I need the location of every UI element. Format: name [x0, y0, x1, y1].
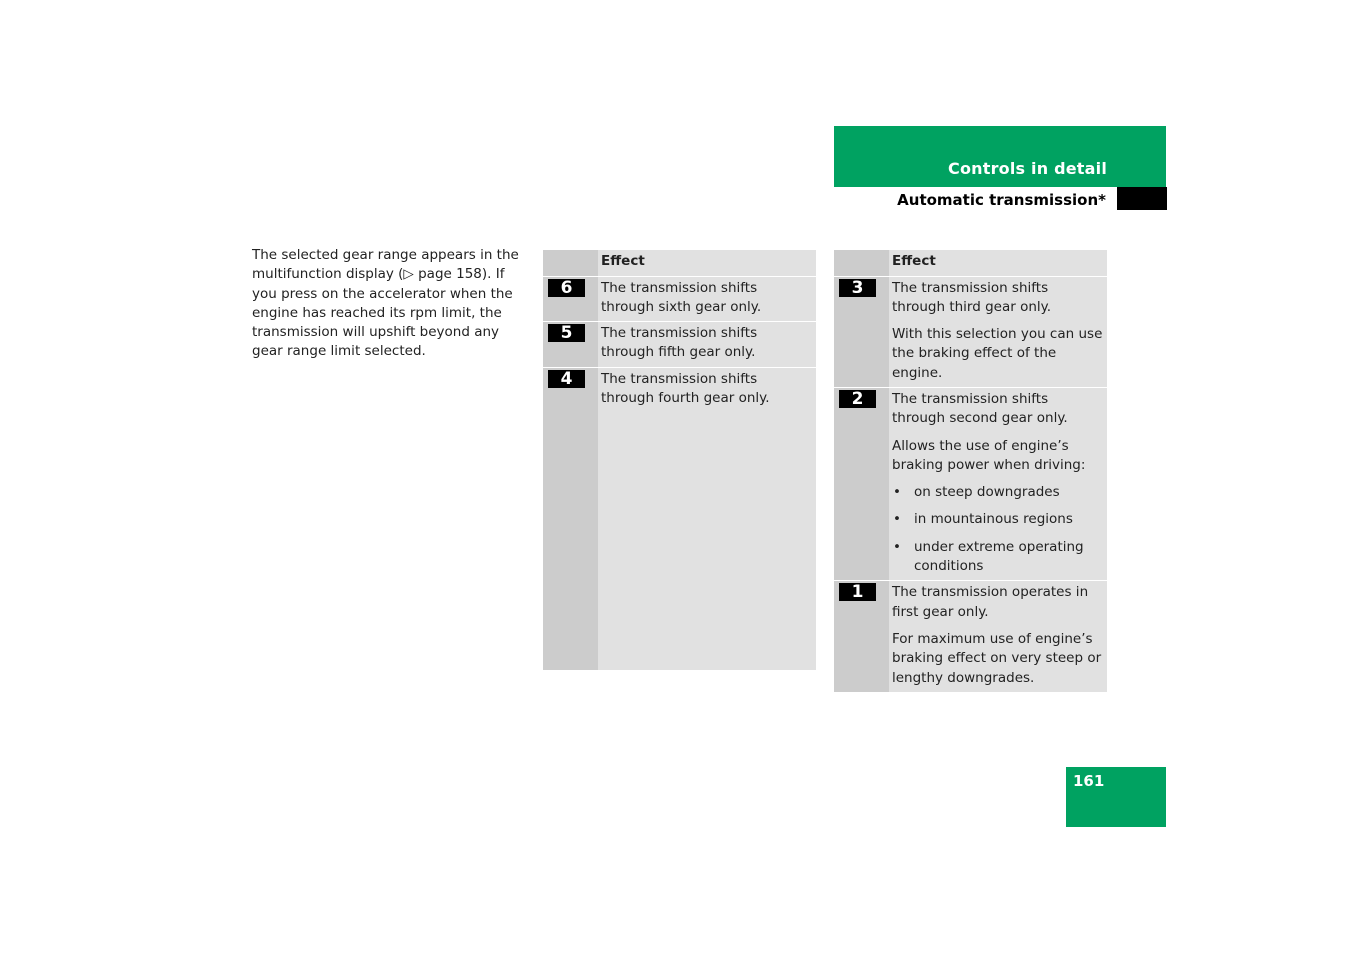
effect-text: With this selection you can use the braking effect of the engine.: [892, 326, 1103, 381]
section-header: [834, 126, 1166, 187]
table-header-row: [834, 250, 1107, 276]
table-row: [834, 276, 1107, 387]
effect-text: The transmission shifts through second gear only.: [892, 390, 1068, 427]
gear-key-6: 6: [548, 279, 585, 297]
effect-text: The transmission shifts through third gear only.: [892, 279, 1052, 315]
section-tab-marker: [1117, 187, 1167, 210]
effect-text: The transmission shifts through fourth gear only.: [601, 370, 770, 406]
list-item: • on steep downgrades: [892, 483, 1103, 502]
subsection-title: Automatic transmission*: [897, 191, 1106, 209]
effect-text: The transmission shifts through fifth gear only.: [601, 325, 758, 361]
gear-key-5: 5: [548, 324, 585, 342]
gear-key-4: 4: [548, 370, 585, 388]
table-row: [543, 276, 816, 322]
effect-text: Allows the use of engine’s braking power when driving:: [892, 437, 1086, 473]
table-header-effect: Effect: [889, 250, 1107, 276]
gear-key-2: 2: [839, 390, 876, 408]
effect-text: For maximum use of engine’s braking effect on very steep or lengthy downgrades.: [892, 630, 1102, 686]
table-header-effect: Effect: [598, 250, 816, 276]
page-number: 161: [1073, 772, 1105, 790]
effect-text: The transmission shifts through sixth gear only.: [601, 279, 762, 315]
gear-key-3: 3: [839, 279, 876, 297]
gear-table-left: [543, 250, 816, 670]
list-item: • in mountainous regions: [892, 510, 1103, 529]
table-row: [834, 581, 1107, 692]
intro-paragraph: The selected gear range appears in the multifunction display (▷ page 158). If you press on the accelerator when the engine has reached its rpm limit, the transmission will upshift beyond any gear range limit selected.: [252, 247, 519, 360]
table-row: [543, 322, 816, 368]
conditions-list: [892, 483, 1103, 576]
gear-key-1: 1: [839, 583, 876, 601]
effect-text: The transmission operates in first gear only.: [892, 584, 1089, 620]
table-row: [543, 367, 816, 670]
gear-table-right: [834, 250, 1107, 692]
table-row: [834, 387, 1107, 580]
table-header-key: [543, 250, 598, 276]
page-number-box: [1066, 767, 1166, 827]
list-item: • under extreme operating conditions: [892, 538, 1103, 577]
section-title: Controls in detail: [948, 159, 1107, 178]
table-header-key: [834, 250, 889, 276]
table-header-row: [543, 250, 816, 276]
